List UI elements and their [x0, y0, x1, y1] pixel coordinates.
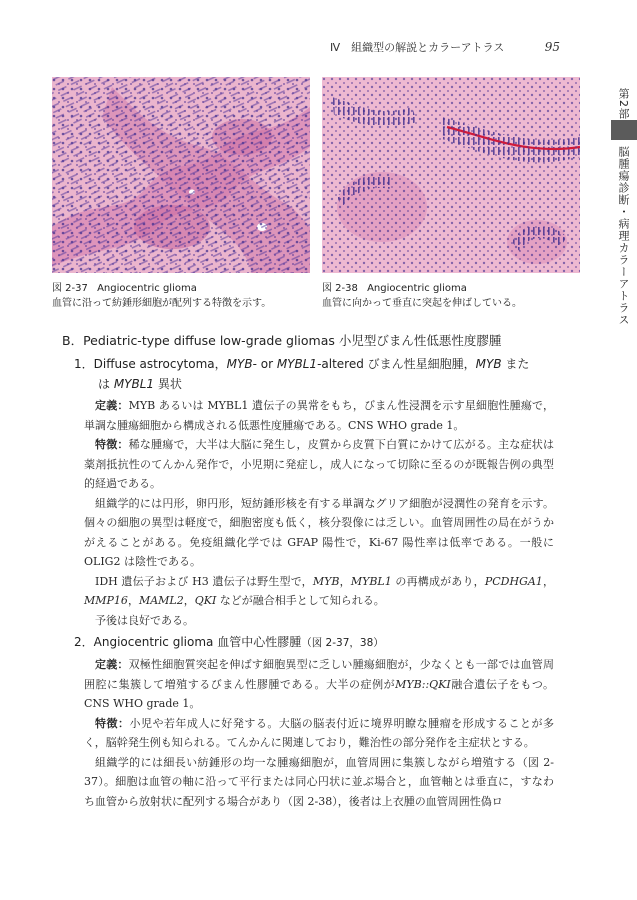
- text-run: ，: [542, 574, 554, 588]
- features-label: 特徴：: [95, 716, 130, 730]
- figure-number: 図 2-38: [322, 283, 358, 294]
- heading-part: 異状: [154, 377, 182, 391]
- figure-2-38-micrograph: [322, 77, 580, 273]
- subsection-heading-1: [74, 354, 554, 394]
- gene-name: MYB: [475, 357, 502, 371]
- definition-text: 双極性細胞質突起を伸ばす細胞異型に乏しい腫瘍細胞が，少なくとも一部では血管周囲腔に集簇して増殖するびまん性膠腫である。大半の症例が: [84, 658, 555, 691]
- features-text: 小児や若年成人に好発する。大脳の脳表付近に境界明瞭な腫瘤を形成することが多く，脳幹発生例も知られる。てんかんに関連しており，難治性の部分発作を主症状とする。: [84, 716, 555, 749]
- heading-part: は: [98, 377, 114, 391]
- figure-caption-title: [52, 281, 322, 296]
- definition-text: MYB あるいは MYBL1 遺伝子の異常をもち，びまん性浸潤を示す星細胞性腫瘍で，単調な腫瘍細胞から構成される低悪性度腫瘍である。CNS WHO grade 1。: [84, 399, 554, 432]
- text-run: ，: [339, 574, 351, 588]
- definition-text: 融合遺伝子をもつ。CNS WHO grade 1。: [84, 677, 555, 710]
- running-header: [330, 38, 560, 56]
- gene-name: MMP16: [84, 594, 128, 607]
- histology-paragraph: 組織学的には円形，卵円形，短紡錘形核を有する単調なグリア細胞が浸潤性の発育を示す。個々の細胞の異型は軽度で，細胞密度も低く，核分裂像には乏しい。血管周囲性の局在がうかがえることがある。免疫組織化学では GFAP 陽性で，Ki-67 陽性率は低率である。一般に OLIG2 は陰性である。: [84, 496, 554, 568]
- features-text: 稀な腫瘍で，大半は大脳に発生し，皮質から皮質下白質にかけて広がる。主な症状は薬剤抵抗性のてんかん発作で，小児期に発症し，成人になって切除に至るのが既報告例の典型的経過である。: [84, 438, 555, 490]
- heading-part: - or: [252, 357, 277, 371]
- gene-name: MYBL1: [276, 357, 318, 371]
- genetics-paragraph: [84, 572, 554, 611]
- text-run: IDH 遺伝子および H3 遺伝子は野生型で，: [95, 574, 313, 588]
- figure-reference: （図 2-37，38）: [301, 637, 384, 649]
- gene-name: MYBL1: [113, 377, 155, 391]
- side-tab: [611, 88, 637, 338]
- definition-paragraph: [84, 396, 554, 435]
- prognosis-paragraph: 予後は良好である。: [95, 613, 194, 627]
- body-text: [62, 330, 555, 811]
- text-run: の再構成があり，: [391, 574, 485, 588]
- figure-2-38-caption: [322, 281, 592, 311]
- subsection-heading-2: [74, 632, 554, 653]
- heading-part: Diffuse astrocytoma，: [93, 357, 227, 371]
- features-paragraph: [84, 714, 554, 753]
- section-heading: B．Pediatric-type diffuse low-grade gliomas 小児型びまん性低悪性度膠腫: [62, 333, 502, 348]
- gene-name: MYB::QKI: [395, 677, 451, 691]
- gene-name: PCDHGA1: [484, 574, 543, 588]
- histology-paragraph: 組織学的には細長い紡錘形の均一な腫瘍細胞が，血管周囲に集簇しながら増殖する（図 2-37）。細胞は血管の軸に沿って平行または同心円状に並ぶ場合と，血管軸とは垂直に，すなわち血管から放射状に配列する場合があり（図 2-38），後者は上衣腫の血管周囲性偽ロ: [84, 755, 554, 808]
- figure-2-37-micrograph: [52, 77, 310, 273]
- he-micrograph-image: [322, 77, 580, 273]
- subsection-number: 1．: [74, 357, 94, 371]
- figure-caption-title: [322, 281, 592, 296]
- figure-title: Angiocentric glioma: [97, 283, 197, 294]
- gene-name: MYB: [226, 357, 253, 371]
- figure-2-37-caption: [52, 281, 322, 311]
- subsection-heading-1-line2: [74, 374, 554, 394]
- definition-paragraph: [84, 655, 554, 714]
- text-run: ，: [127, 594, 139, 607]
- gene-name: QKI: [194, 594, 217, 607]
- figure-caption-text: 血管に向かって垂直に突起を伸ばしている。: [322, 298, 522, 309]
- he-micrograph-image: [52, 77, 310, 273]
- gene-name: MYBL1: [350, 574, 392, 588]
- running-header-section: Ⅳ 組織型の解説とカラーアトラス: [330, 41, 505, 54]
- gene-name: MYB: [312, 574, 340, 588]
- side-tab-marker: [611, 120, 637, 140]
- features-paragraph: [84, 435, 554, 494]
- side-tab-title: 脳腫瘍診断・病理カラーアトラス: [617, 146, 630, 326]
- subsection-number: 2．: [74, 635, 94, 649]
- page-number: 95: [544, 40, 560, 54]
- heading-part: Angiocentric glioma 血管中心性膠腫: [93, 635, 302, 649]
- figure-title: Angiocentric glioma: [367, 283, 467, 294]
- definition-label: 定義：: [95, 399, 129, 412]
- definition-label: 定義：: [95, 658, 129, 671]
- gene-name: MAML2: [138, 594, 184, 607]
- figure-number: 図 2-37: [52, 283, 88, 294]
- text-run: ，: [183, 594, 195, 607]
- text-run: などが融合相手として知られる。: [216, 594, 385, 607]
- figure-caption-text: 血管に沿って紡錘形細胞が配列する特徴を示す。: [52, 298, 272, 309]
- heading-part: -altered びまん性星細胞腫，: [317, 357, 476, 371]
- features-label: 特徴：: [95, 438, 129, 451]
- side-tab-part: 第2部: [617, 88, 630, 120]
- heading-part: また: [501, 357, 530, 371]
